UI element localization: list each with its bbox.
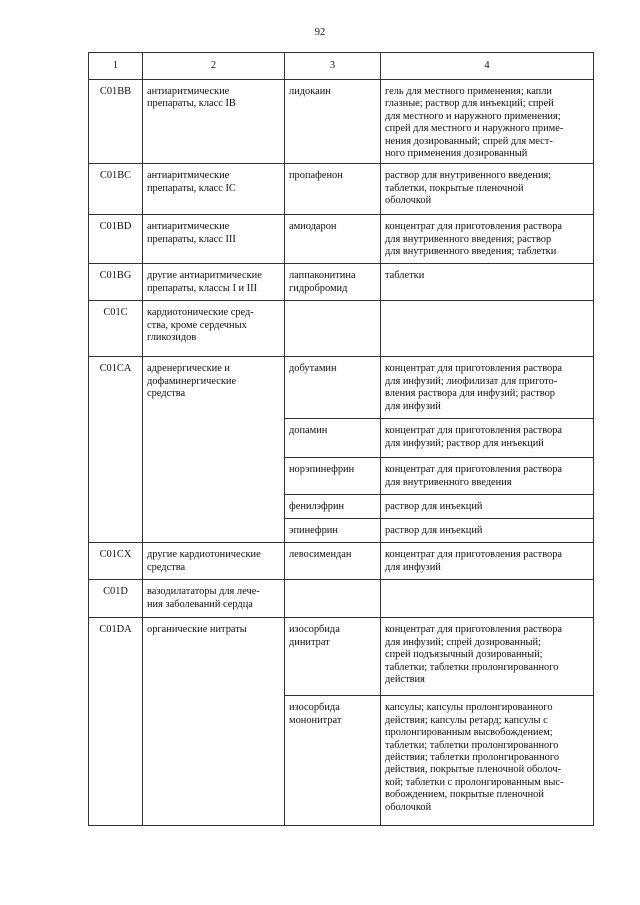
dosage-forms: концентрат для приготовления раствора для внутривенного введения; раствор для внутривенного введения; таблетки [381,215,594,264]
group-name: адренергические и дофаминергические средства [143,357,285,543]
table-row [89,543,594,580]
dosage-forms: концентрат для приготовления раствора для внутривенного введения [381,458,594,495]
drug-name: изосорбида мононитрат [285,696,381,826]
table-row [89,301,594,357]
dosage-forms: концентрат для приготовления раствора для инфузий; раствор для инъекций [381,419,594,458]
drug-name: пропафенон [285,164,381,215]
table-row [89,80,594,164]
dosage-forms: раствор для инъекций [381,495,594,519]
drug-name: лаппаконитина гидробромид [285,264,381,301]
column-header: 1 [89,53,143,80]
drug-name: амиодарон [285,215,381,264]
dosage-forms: концентрат для приготовления раствора для инфузий [381,543,594,580]
drug-name: фенилэфрин [285,495,381,519]
drug-table [88,52,594,826]
page-number: 92 [314,27,326,38]
table-row [89,264,594,301]
dosage-forms: таблетки [381,264,594,301]
dosage-forms: гель для местного применения; капли глазные; раствор для инъекций; спрей для местного и наружного применения; спрей для местного и наружного приме- нения дозированный; спрей для мест- ного применения дозированный [381,80,594,164]
dosage-forms: концентрат для приготовления раствора для инфузий; лиофилизат для пригото- вления раствора для инфузий; раствор для инфузий [381,357,594,419]
atc-code: C01BG [89,264,143,301]
group-name: антиаритмические препараты, класс III [143,215,285,264]
drug-name: изосорбида динитрат [285,618,381,696]
drug-name: допамин [285,419,381,458]
group-name: другие кардиотонические средства [143,543,285,580]
group-name: органические нитраты [143,618,285,826]
drug-name [285,580,381,618]
drug-name: добутамин [285,357,381,419]
atc-code: C01BD [89,215,143,264]
table-header-row [89,53,594,80]
atc-code: C01C [89,301,143,357]
group-name: другие антиаритмические препараты, классы I и III [143,264,285,301]
drug-name: лидокаин [285,80,381,164]
column-header: 4 [381,53,594,80]
group-name: кардиотонические сред- ства, кроме сердечных гликозидов [143,301,285,357]
drug-name: эпинефрин [285,519,381,543]
atc-code: C01D [89,580,143,618]
column-header: 3 [285,53,381,80]
group-name: антиаритмические препараты, класс IB [143,80,285,164]
atc-code: C01BB [89,80,143,164]
dosage-forms: капсулы; капсулы пролонгированного действия; капсулы ретард; капсулы с пролонгированным высвобождением; таблетки; таблетки пролонгированного действия; таблетки пролонгированного действия, покрытые пленочной оболоч- кой; таблетки с пролонгированным выс- вобождением, покрытые пленочной оболочкой [381,696,594,826]
table-row [89,215,594,264]
drug-name: левосимендан [285,543,381,580]
dosage-forms: раствор для внутривенного введения; таблетки, покрытые пленочной оболочкой [381,164,594,215]
dosage-forms [381,580,594,618]
drug-name: норэпинефрин [285,458,381,495]
table-row [89,618,594,696]
dosage-forms [381,301,594,357]
column-header: 2 [143,53,285,80]
dosage-forms: раствор для инъекций [381,519,594,543]
table-row [89,357,594,419]
group-name: вазодилататоры для лече- ния заболеваний сердца [143,580,285,618]
table-row [89,164,594,215]
table-row [89,580,594,618]
atc-code: C01BC [89,164,143,215]
group-name: антиаритмические препараты, класс IC [143,164,285,215]
atc-code: C01DA [89,618,143,826]
dosage-forms: концентрат для приготовления раствора для инфузий; спрей дозированный; спрей подъязычный дозированный; таблетки; таблетки пролонгированного действия [381,618,594,696]
atc-code: C01CX [89,543,143,580]
drug-name [285,301,381,357]
atc-code: C01CA [89,357,143,543]
